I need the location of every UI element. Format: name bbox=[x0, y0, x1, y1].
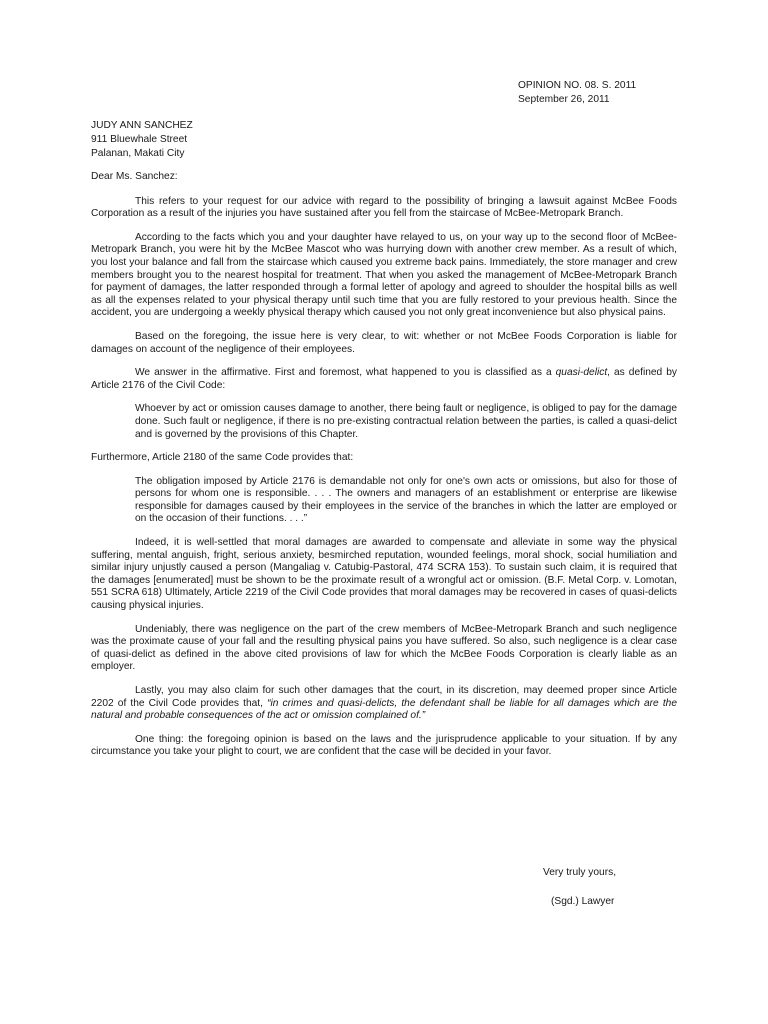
paragraph-moral-damages: Indeed, it is well-settled that moral damages are awarded to compensate and alleviate in some way the physical suffering, mental anguish, fright, serious anxiety, besmirched reputation, wounded feelings, moral shock, social humiliation and similar injury unjustly caused a person (Mangaliag v. Catubig-Pastoral, 474 SCRA 153). To sustain such claim, it is required that the damages [enumerated] must be shown to be the proximate result of a wrongful act or omission. (B.F. Metal Corp. v. Lomotan, 551 SCRA 618) Ultimately, Article 2219 of the Civil Code provides that moral damages may be recovered in cases of quasi-delicts causing physical injuries. bbox=[91, 537, 677, 612]
recipient-address bbox=[91, 119, 193, 161]
paragraph-intro: This refers to your request for our advice with regard to the possibility of bringing a lawsuit against McBee Foods Corporation as a result of the injuries you have sustained after you fell from the staircase of McBee-Metropark Branch. bbox=[91, 195, 677, 220]
other-damages-text: Lastly, you may also claim for such other damages that the court, in its discretion, may deemed proper since Article 2202 of the Civil Code provides that, bbox=[91, 685, 677, 709]
paragraph-facts: According to the facts which you and your daughter have relayed to us, on your way up to the second floor of McBee-Metropark Branch, you were hit by the McBee Mascot who was hurrying down with another crew member. As a result of which, you lost your balance and fall from the staircase which caused you extreme back pains. Immediately, the store manager and crew members brought you to the nearest hospital for treatment. That when you asked the management of McBee-Metropark Branch for payment of damages, the latter responded through a formal letter of apology and agreed to shoulder the hospital bills as well as all the expenses related to your physical therapy until such time that you are fully restored to your previous health. Since the accident, you are undergoing a weekly physical therapy which caused you not only great inconvenience but also physical pains. bbox=[91, 231, 677, 319]
other-damages-quote: “in crimes and quasi-delicts, the defendant shall be liable for all damages which are the natural and probable consequences of the act or omission complained of.” bbox=[91, 697, 678, 722]
signature: (Sgd.) Lawyer bbox=[551, 896, 615, 907]
paragraph-conclusion: One thing: the foregoing opinion is based on the laws and the jurisprudence applicable to your situation. If by any circumstance you take your plight to court, we are confident that the case will be decided in your favor. bbox=[91, 733, 677, 758]
answer-text: We answer in the affirmative. First and foremost, what happened to you is classified as a bbox=[135, 367, 556, 379]
paragraph-issue: Based on the foregoing, the issue here is very clear, to wit: whether or not McBee Foods Corporation is liable for damages on account of the negligence of their employees. bbox=[91, 330, 677, 355]
recipient-street: 911 Bluewhale Street bbox=[91, 134, 188, 145]
valediction: Very truly yours, bbox=[543, 867, 617, 878]
quote-article-2176: Whoever by act or omission causes damage to another, there being fault or negligence, is obliged to pay for the damage done. Such fault or negligence, if there is no pre-existing contractual relation between the parties, is called a quasi-delict and is governed by the provisions of this Chapter. bbox=[135, 403, 677, 440]
paragraph-furthermore: Furthermore, Article 2180 of the same Code provides that: bbox=[91, 452, 354, 464]
paragraph-answer bbox=[91, 367, 677, 392]
paragraph-negligence: Undeniably, there was negligence on the part of the crew members of McBee-Metropark Branch and such negligence was the proximate cause of your fall and the resulting physical pains you have suffered. So also, such negligence is a clear case of quasi-delict as defined in the above cited provisions of law for which the McBee Foods Corporation is clearly liable as an employer. bbox=[91, 623, 677, 673]
opinion-date: September 26, 2011 bbox=[518, 94, 610, 105]
recipient-name: JUDY ANN SANCHEZ bbox=[91, 120, 193, 131]
answer-text-end: , as defined by Article 2176 of the Civil Code: bbox=[91, 367, 677, 391]
opinion-number: OPINION NO. 08. S. 2011 bbox=[518, 80, 637, 91]
recipient-city: Palanan, Makati City bbox=[91, 148, 185, 159]
quote-article-2180: The obligation imposed by Article 2176 is demandable not only for one's own acts or omissions, but also for those of persons for whom one is responsible. . . . The owners and managers of an establishment or enterprise are likewise responsible for damages caused by their employees in the service of the branches in which the latter are employed or on the occasion of their functions. . . .” bbox=[135, 475, 677, 525]
opinion-header bbox=[518, 79, 636, 107]
paragraph-other-damages bbox=[91, 685, 677, 723]
salutation: Dear Ms. Sanchez: bbox=[91, 171, 178, 182]
answer-italic-term: quasi-delict bbox=[555, 367, 608, 379]
letter-body bbox=[91, 171, 677, 770]
